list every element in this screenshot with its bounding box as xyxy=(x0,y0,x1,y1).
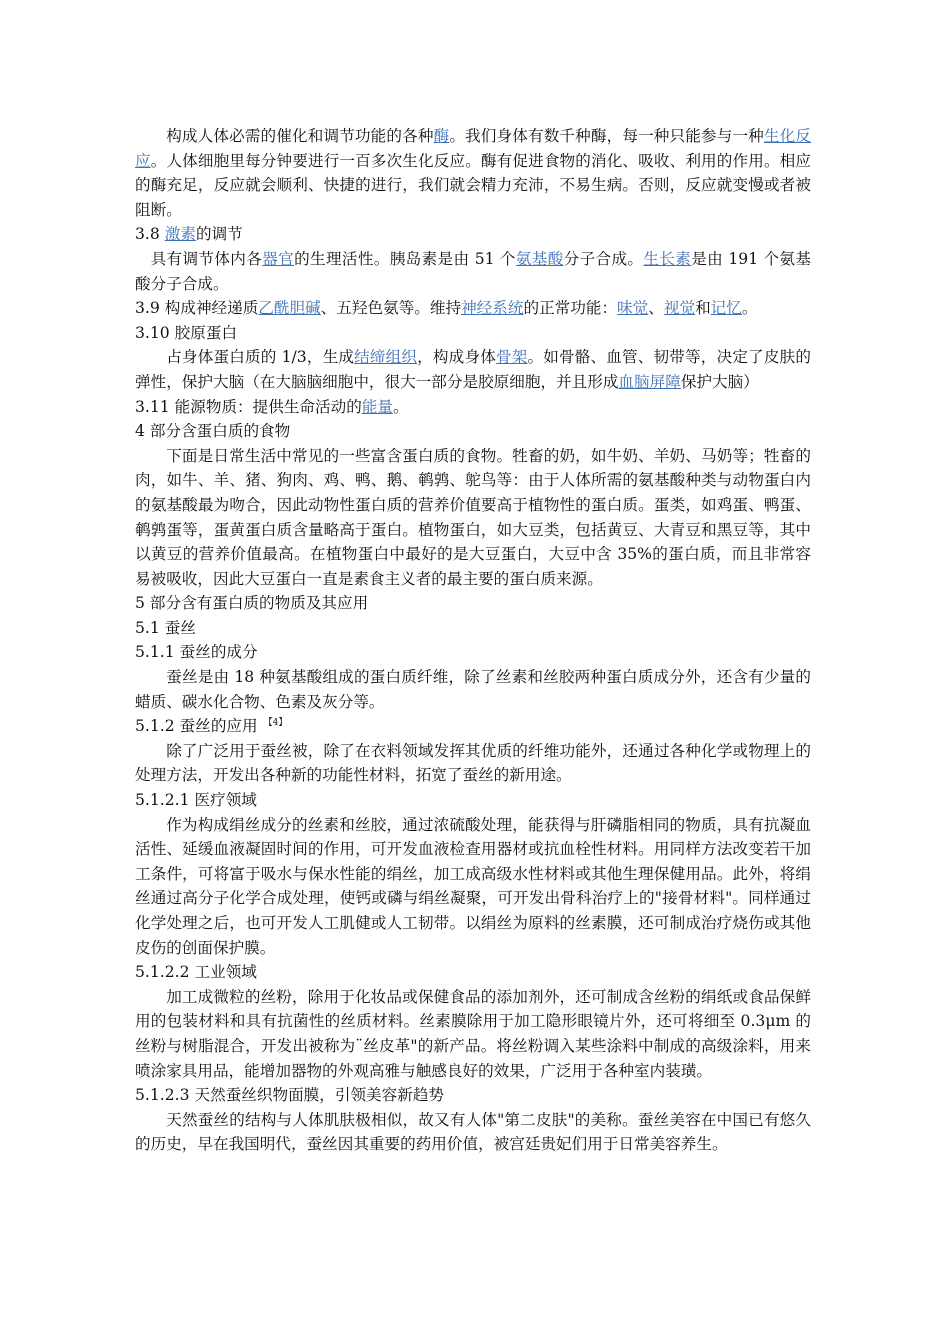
text: 、五羟色氨等。维持 xyxy=(320,299,462,318)
link-acetylcholine[interactable]: 乙酰胆碱 xyxy=(258,299,321,318)
paragraph-protein-foods: 下面是日常生活中常见的一些富含蛋白质的食物。牲畜的奶，如牛奶、羊奶、马奶等；牲畜的肉，如牛、羊、猪、狗肉、鸡、鸭、鹅、鹌鹑、鸵鸟等：由于人体所需的氨基酸种类与动物蛋白内的氨基酸最为吻合，因此动物性蛋白质的营养价值要高于植物性的蛋白质。蛋类，如鸡蛋、鸭蛋、鹌鹑蛋等，蛋黄蛋白质含量略高于蛋白。植物蛋白，如大豆类，包括黄豆、大青豆和黑豆等，其中以黄豆的营养价值最高。在植物蛋白中最好的是大豆蛋白，大豆中含 35%的蛋白质，而且非常容易被吸收，因此大豆蛋白一直是素食主义者的最主要的蛋白质来源。 xyxy=(135,446,811,588)
text: 。如骨骼、血管、韧带等，决定了皮肤的弹性，保护大脑（在大脑脑细胞中，很大一部分是胶原细胞，并且形成 xyxy=(135,348,811,391)
document-body xyxy=(135,124,811,1157)
paragraph-silk-mask: 天然蚕丝的结构与人体肌肤极相似，故又有人体"第二皮肤"的美称。蚕丝美容在中国已有悠久的历史，早在我国明代，蚕丝因其重要的药用价值，被宫廷贵妃们用于日常美容养生。 xyxy=(135,1110,811,1154)
paragraph-medical-field: 作为构成绢丝成分的丝素和丝胶，通过浓硫酸处理，能获得与肝磷脂相同的物质，具有抗凝血活性、延缓血液凝固时间的作用，可开发血液检查用器材或抗血栓性材料。用同样方法改变若干加工条件，可将富于吸水与保水性能的绢丝，加工成高级水性材料或其他生理保健用品。此外，将绢丝通过高分子化学合成处理，使钙或磷与绢丝凝聚，可开发出骨科治疗上的"接骨材料"。同样通过化学处理之后，也可开发人工肌健或人工韧带。以绢丝为原料的丝素膜，还可制成治疗烧伤或其他皮伤的创面保护膜。 xyxy=(135,815,811,957)
text: 。 xyxy=(393,397,409,416)
link-memory[interactable]: 记忆 xyxy=(710,299,742,318)
heading-3-10: 3.10 胶原蛋白 xyxy=(135,323,238,342)
paragraph-collagen xyxy=(135,345,811,394)
text: 、 xyxy=(648,299,664,318)
text: 构成人体必需的催化和调节功能的各种 xyxy=(166,127,434,145)
link-blood-brain-barrier[interactable]: 血脑屏障 xyxy=(618,372,681,391)
link-energy[interactable]: 能量 xyxy=(361,397,394,416)
link-nervous-system[interactable]: 神经系统 xyxy=(461,299,524,318)
text: ，构成身体 xyxy=(417,348,496,367)
text: 是由 191 个氨基酸分子合成。 xyxy=(135,249,811,293)
heading-number: 3.8 xyxy=(135,225,165,244)
paragraph-industrial-field: 加工成微粒的丝粉，除用于化妆品或保健食品的添加剂外，还可制成含丝粉的绢纸或食品保鲜用的包装材料和具有抗菌性的丝质材料。丝素膜除用于加工隐形眼镜片外，还可将细至 0.3μm 的丝粉与树脂混合，开发出被称为¨丝皮革"的新产品。将丝粉调入某些涂料中制成的高级涂料，用来喷涂家具用品，能增加器物的外观高雅与触感良好的效果，广泛用于各种室内装璜。 xyxy=(135,987,811,1080)
heading-5-1: 5.1 蚕丝 xyxy=(135,618,196,637)
heading-5-1-2-1: 5.1.2.1 医疗领域 xyxy=(135,791,257,810)
link-biochemical-reaction[interactable]: 生化反应 xyxy=(135,127,811,170)
heading-3-11 xyxy=(135,395,811,420)
heading-5-1-2 xyxy=(135,714,811,739)
link-amino-acid[interactable]: 氨基酸 xyxy=(515,249,564,268)
link-hormone[interactable]: 激素 xyxy=(164,225,196,244)
text: 。我们身体有数千种酶，每一种只能参与一种 xyxy=(449,127,764,145)
text: 占身体蛋白质的 1/3，生成 xyxy=(166,348,355,367)
citation-reference: 【4】 xyxy=(263,718,288,729)
heading-5-1-2-2: 5.1.2.2 工业领域 xyxy=(135,963,257,982)
text: 3.9 构成神经递质 xyxy=(135,299,259,318)
text: 的调节 xyxy=(195,225,243,244)
heading-5-1-1: 5.1.1 蚕丝的成分 xyxy=(135,643,258,662)
text: 具有调节体内各 xyxy=(150,249,263,268)
heading-5-1-2-3: 5.1.2.3 天然蚕丝织物面膜，引领美容新趋势 xyxy=(135,1086,445,1105)
text: 保护大脑） xyxy=(680,372,759,391)
text: 5.1.2 蚕丝的应用 xyxy=(135,717,258,736)
text: 3.11 能源物质：提供生命活动的 xyxy=(135,397,362,416)
link-organ[interactable]: 器官 xyxy=(262,249,295,268)
heading-3-9 xyxy=(135,296,811,321)
heading-3-8 xyxy=(135,222,811,247)
link-skeleton[interactable]: 骨架 xyxy=(495,348,528,367)
link-taste[interactable]: 味觉 xyxy=(617,299,649,318)
text: 的正常功能： xyxy=(523,299,618,318)
paragraph-hormone xyxy=(135,247,811,296)
text: 。人体细胞里每分钟要进行一百多次生化反应。酶有促进食物的消化、吸收、利用的作用。相应的酶充足，反应就会顺利、快捷的进行，我们就会精力充沛，不易生病。否则，反应就变慢或者被阻断。 xyxy=(135,151,811,219)
heading-4: 4 部分含蛋白质的食物 xyxy=(135,422,291,441)
text: 分子合成。 xyxy=(563,249,644,268)
heading-5: 5 部分含有蛋白质的物质及其应用 xyxy=(135,594,369,613)
link-connective-tissue[interactable]: 结缔组织 xyxy=(354,348,418,367)
text: 。 xyxy=(741,299,758,318)
link-enzyme[interactable]: 酶 xyxy=(433,127,450,145)
link-growth-hormone[interactable]: 生长素 xyxy=(643,249,692,268)
text: 和 xyxy=(695,299,711,318)
text: 的生理活性。胰岛素是由 51 个 xyxy=(294,249,516,268)
paragraph-silk-composition: 蚕丝是由 18 种氨基酸组成的蛋白质纤维，除了丝素和丝胶两种蛋白质成分外，还含有少量的蜡质、碳水化合物、色素及灰分等。 xyxy=(135,668,811,711)
paragraph-enzyme xyxy=(135,124,811,222)
paragraph-silk-application: 除了广泛用于蚕丝被，除了在衣料领域发挥其优质的纤维功能外，还通过各种化学或物理上的处理方法，开发出各种新的功能性材料，拓宽了蚕丝的新用途。 xyxy=(135,741,811,785)
link-vision[interactable]: 视觉 xyxy=(663,299,696,318)
